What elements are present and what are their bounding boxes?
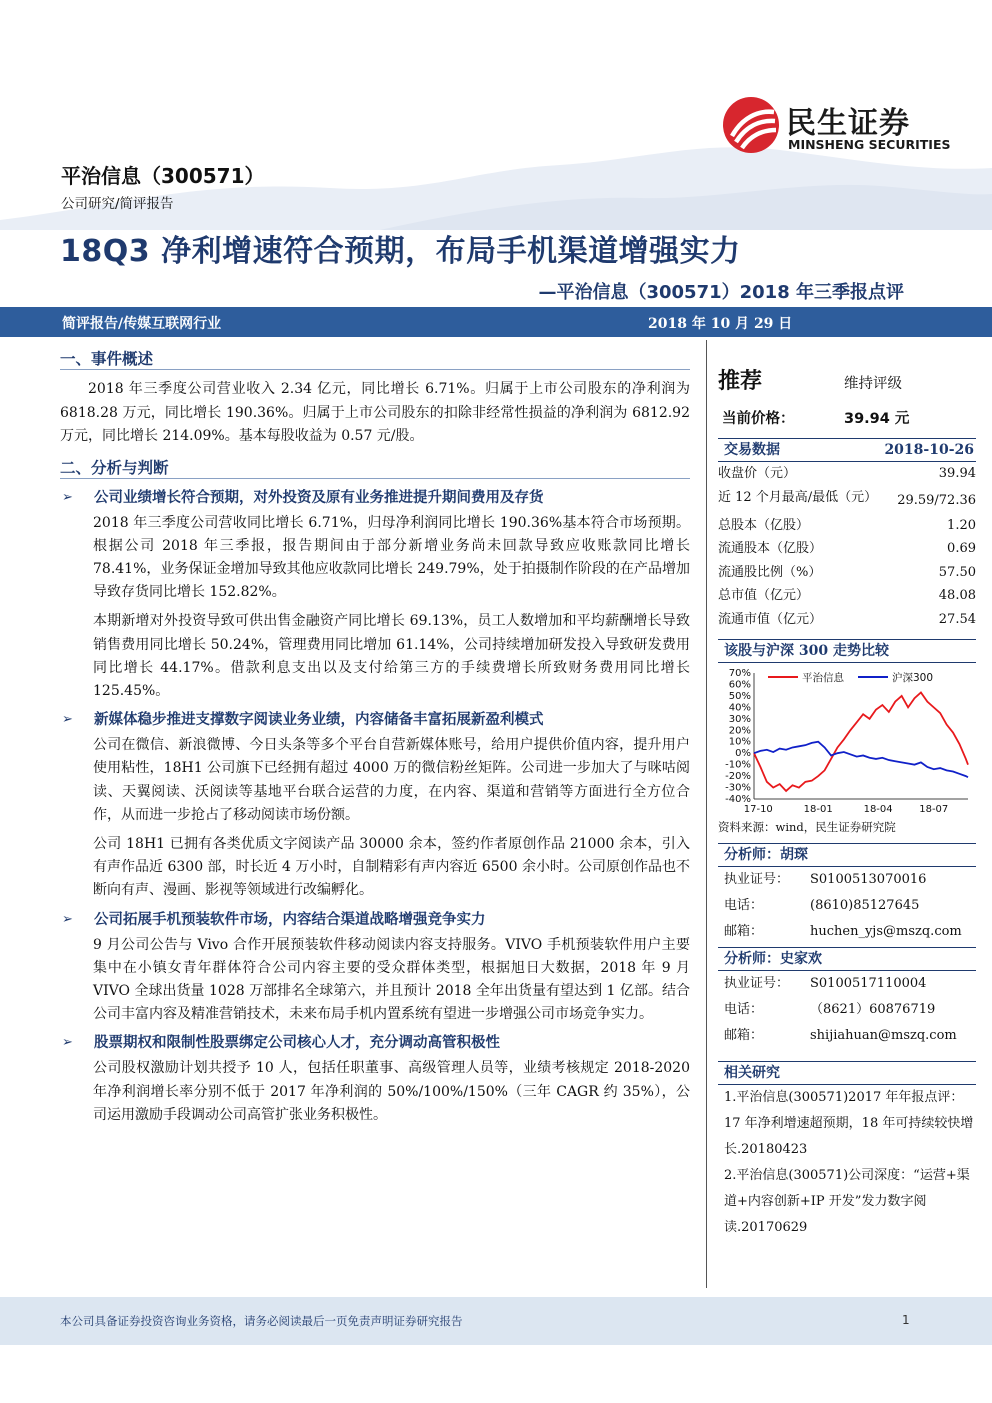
arrow-bullet-icon: ➢ — [62, 712, 73, 728]
row-value: （8621）60876719 — [810, 1002, 936, 1017]
table-row — [718, 584, 976, 608]
bullet-heading — [60, 487, 690, 509]
row-value: 57.50 — [938, 564, 976, 580]
chart-y-tick-label: 60% — [728, 679, 751, 691]
chart-series-line — [754, 742, 968, 778]
row-key: 电话： — [724, 898, 764, 913]
price-row — [718, 402, 976, 438]
price-value: 39.94 元 — [844, 411, 910, 427]
row-key: 邮箱： — [724, 1028, 764, 1043]
chart-x-tick-label: 18-04 — [863, 804, 893, 815]
body-paragraph: 公司股权激励计划共授予 10 人，包括任职董事、高级管理人员等，业绩考核规定 2018-2020 年净利润增长率分别不低于 2017 年净利润的 50%/100%/150%（三年 CAGR 约 35%），公司运用激励手段调动公司高管扩张业务积极性。 — [93, 1060, 690, 1123]
chart-x-tick-label: 18-07 — [919, 804, 949, 815]
row-value: 0.69 — [947, 541, 976, 556]
company-title: 平治信息（300571） — [61, 164, 265, 188]
trade-data-header — [718, 438, 976, 462]
table-row — [718, 514, 976, 538]
row-value: 1.20 — [947, 517, 976, 533]
row-key: 执业证号： — [724, 872, 790, 887]
performance-chart — [718, 667, 976, 819]
arrow-bullet-icon: ➢ — [62, 911, 73, 927]
chart-y-tick-label: 30% — [728, 713, 751, 725]
report-date: 2018 年 10 月 29 日 — [648, 316, 793, 332]
headline: 18Q3 净利增速符合预期，布局手机渠道增强实力 — [60, 234, 741, 269]
row-value: 39.94 — [938, 466, 976, 481]
chart-title: 该股与沪深 300 走势比较 — [724, 643, 889, 659]
chart-x-tick-label: 17-10 — [743, 804, 773, 815]
row-value: S0100513070016 — [810, 872, 927, 887]
body-paragraph: 2018 年三季度公司营收同比增长 6.71%，归母净利润同比增长 190.36%基本符合市场预期。根据公司 2018 年三季报，报告期间由于部分新增业务尚未回款导致应收账款同比增长 78.41%，业务保证金增加导致其他应收款同比增长 249.79%，处于拍摄制作阶段的在产品增加导致存货同比增长 152.82%。 — [93, 514, 690, 601]
chart-y-tick-label: 20% — [728, 725, 751, 737]
brand-name-en: MINSHENG SECURITIES — [788, 137, 951, 152]
chart-header — [718, 639, 976, 663]
chart-source: 资料来源：wind，民生证券研究院 — [718, 820, 896, 834]
body-paragraph: 本期新增对外投资导致可供出售金融资产同比增长 69.13%，员工人数增加和平均薪酬增长导致销售费用同比增长 50.24%，管理费用同比增加 61.14%，公司持续增加研发投入导致研发费用同比增长 44.17%。借款利息支出以及支付给第三方的手续费增长所致财务费用同比增长 125.45%。 — [93, 613, 690, 699]
analyst-2-row — [718, 1023, 976, 1049]
row-value: 27.54 — [938, 611, 976, 627]
bullet-title: 新媒体稳步推进支撑数字阅读业务业绩，内容储备丰富拓展新盈利模式 — [94, 711, 544, 729]
chart-series-line — [754, 692, 968, 791]
row-key: 邮箱： — [724, 924, 764, 939]
table-row — [718, 486, 976, 514]
chart-y-tick-label: -20% — [725, 771, 751, 783]
row-key: 收盘价（元） — [718, 466, 797, 481]
column-divider — [706, 340, 707, 1288]
row-key: 电话： — [724, 1002, 764, 1017]
body-paragraph: 公司在微信、新浪微博、今日头条等多个平台自营新媒体账号，给用户提供价值内容，提升用户使用粘性，18H1 公司旗下已经拥有超过 4000 万的微信粉丝矩阵。公司进一步加大了与咪咕阅读、天翼阅读、沃阅读等基地平台联合运营的力度，在内容、渠道和营销等方面进行全方位合作，从而进一步抢占了移动阅读市场份额。 — [93, 737, 690, 823]
table-row — [718, 537, 976, 561]
analyst-2-title: 分析师：史家欢 — [718, 947, 976, 971]
row-key: 流通市值（亿元） — [718, 611, 823, 627]
analyst-1-row — [718, 893, 976, 919]
row-key: 执业证号： — [724, 976, 790, 991]
chart-y-tick-label: 50% — [728, 690, 751, 702]
row-key: 近 12 个月最高/最低（元） — [718, 489, 878, 505]
category-bar — [0, 307, 992, 337]
chart-y-tick-label: -30% — [725, 782, 751, 794]
analyst-1-row — [718, 867, 976, 893]
page-number: 1 — [902, 1313, 910, 1327]
chart-y-tick-label: -10% — [725, 759, 751, 771]
report-type: 公司研究/简评报告 — [61, 196, 174, 212]
price-label: 当前价格： — [722, 411, 795, 427]
row-key: 总股本（亿股） — [718, 517, 810, 533]
rating-value: 维持评级 — [844, 376, 902, 392]
related-research-link[interactable]: 1.平治信息(300571)2017 年年报点评：17 年净利增速超预期，18 年可持续较快增长.20180423 — [724, 1090, 974, 1157]
footer — [0, 1297, 992, 1345]
row-key: 流通股本（亿股） — [718, 541, 823, 556]
row-value: huchen_yjs@mszq.com — [810, 924, 962, 939]
related-research-link[interactable]: 2.平治信息(300571)公司深度：“运营+渠道+内容创新+IP 开发”发力数字阅读.20170629 — [724, 1168, 970, 1235]
analyst-2-row — [718, 971, 976, 997]
analyst-1-title: 分析师：胡琛 — [718, 843, 976, 867]
table-row — [718, 608, 976, 632]
industry-label: 简评报告/传媒互联网行业 — [62, 316, 222, 332]
trade-data-table — [718, 462, 976, 631]
subheadline: —平治信息（300571）2018 年三季报点评 — [538, 282, 904, 303]
table-row — [718, 462, 976, 486]
chart-svg — [718, 667, 976, 819]
bullet-heading — [60, 1032, 690, 1054]
section-title-analysis: 二、分析与判断 — [60, 457, 690, 479]
arrow-bullet-icon: ➢ — [62, 1035, 73, 1051]
section-title-overview: 一、事件概述 — [60, 348, 690, 370]
chart-y-tick-label: -40% — [725, 794, 751, 805]
trade-data-title: 交易数据 — [724, 442, 780, 458]
bullet-heading — [60, 909, 690, 931]
related-research-list — [718, 1085, 976, 1235]
sidebar — [718, 364, 976, 1235]
chart-y-tick-label: 10% — [728, 736, 751, 748]
trade-data-date: 2018-10-26 — [884, 442, 974, 458]
chart-y-tick-label: 70% — [728, 668, 751, 679]
rating-row — [718, 364, 976, 398]
analyst-1-row — [718, 919, 976, 945]
row-value: (8610)85127645 — [810, 898, 920, 913]
rating-label: 推荐 — [718, 369, 763, 394]
chart-legend-label: 平治信息 — [802, 672, 844, 684]
bullet-title: 股票期权和限制性股票绑定公司核心人才，充分调动高管积极性 — [94, 1034, 500, 1052]
row-value: shijiahuan@mszq.com — [810, 1028, 957, 1043]
chart-legend-label: 沪深300 — [892, 672, 934, 684]
row-key: 流通股比例（%） — [718, 564, 822, 580]
overview-paragraph: 2018 年三季度公司营业收入 2.34 亿元，同比增长 6.71%。归属于上市公司股东的净利润为 6818.28 万元，同比增长 190.36%。归属于上市公司股东的扣除非经常性损益的净利润为 6812.92 万元，同比增长 214.09%。基本每股收益为 0.57 元/股。 — [60, 381, 690, 444]
bullet-title: 公司拓展手机预装软件市场，内容结合渠道战略增强竞争实力 — [94, 910, 486, 928]
row-key: 总市值（亿元） — [718, 588, 810, 603]
chart-x-tick-label: 18-01 — [803, 804, 833, 815]
body-paragraph: 9 月公司公告与 Vivo 合作开展预装软件移动阅读内容支持服务。VIVO 手机预装软件用户主要集中在小镇女青年群体符合公司内容主要的受众群体类型，根据旭日大数据，2018 年 9 月 VIVO 全球出货量 1028 万部排名全球第六，并且预计 2018 全年出货量有望达到 1 亿部。结合公司丰富内容及精准营销技术，未来布局手机内置系统有望进一步增强公司市场竞争实力。 — [93, 936, 690, 1023]
main-content — [60, 348, 690, 1127]
body-paragraph: 公司 18H1 已拥有各类优质文字阅读产品 30000 余本，签约作者原创作品 21000 余本，引入有声作品近 6300 部，时长近 4 万小时，自制精彩有声内容近 6500 余小时。公司原创作品也不断向有声、漫画、影视等领域进行改编孵化。 — [93, 835, 690, 899]
row-value: 29.59/72.36 — [897, 492, 976, 508]
analyst-2-row — [718, 997, 976, 1023]
related-research-title: 相关研究 — [718, 1061, 976, 1085]
brand-name-cn: 民生证券 — [786, 106, 910, 141]
brand-logo-icon — [722, 96, 780, 154]
row-value: 48.08 — [938, 588, 976, 603]
arrow-bullet-icon: ➢ — [62, 489, 73, 505]
row-value: S0100517110004 — [810, 976, 927, 991]
chart-y-tick-label: 40% — [728, 702, 751, 714]
bullet-heading — [60, 709, 690, 731]
table-row — [718, 561, 976, 585]
brand-logo — [722, 96, 952, 154]
bullet-title: 公司业绩增长符合预期，对外投资及原有业务推进提升期间费用及存货 — [94, 488, 544, 506]
footer-disclaimer: 本公司具备证券投资咨询业务资格，请务必阅读最后一页免责声明证券研究报告 — [60, 1314, 463, 1328]
chart-y-tick-label: 0% — [735, 748, 751, 760]
